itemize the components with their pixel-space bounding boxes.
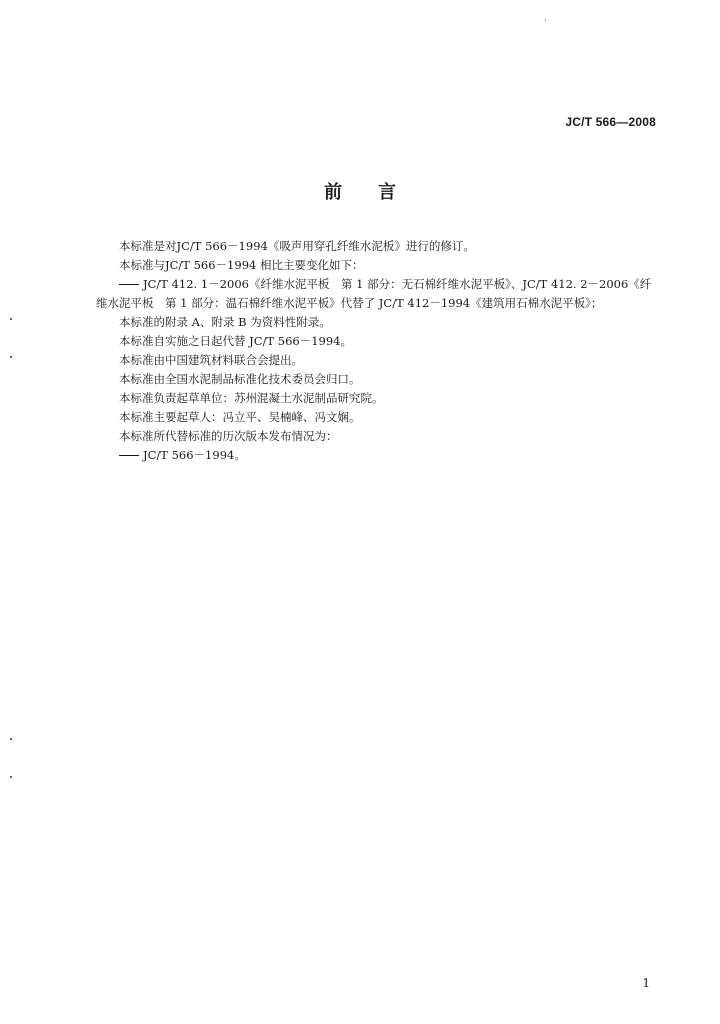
paragraph-revision: 本标准是对JC/T 566－1994《吸声用穿孔纤维水泥板》进行的修订。 <box>119 239 475 253</box>
scan-speck <box>10 356 12 358</box>
page-number: 1 <box>642 976 650 990</box>
scan-speck <box>545 20 546 21</box>
scan-speck <box>10 776 12 778</box>
paragraph-change-item <box>96 275 661 313</box>
history-item-text: JC/T 566－1994。 <box>143 448 246 462</box>
standard-code: JC/T 566—2008 <box>565 115 656 129</box>
paragraph-drafters: 本标准主要起草人：冯立平、吴楠峰、冯文娴。 <box>119 410 361 424</box>
paragraph-appendix: 本标准的附录 A、附录 B 为资料性附录。 <box>119 315 331 329</box>
page-title: 前言 <box>324 182 432 203</box>
paragraph-changes-intro: 本标准与JC/T 566－1994 相比主要变化如下： <box>119 258 364 272</box>
scan-speck <box>10 738 12 740</box>
paragraph-drafting-unit: 本标准负责起草单位：苏州混凝土水泥制品研究院。 <box>119 391 384 405</box>
dash-mark <box>119 455 139 456</box>
scan-speck <box>10 318 12 320</box>
foreword-body <box>96 237 661 465</box>
change-item-text: JC/T 412. 1－2006《纤维水泥平板 第 1 部分：无石棉纤维水泥平板》、JC/T 412. 2－2006《纤维水泥平板 第 1 部分：温石棉纤维水泥平板》代替了 JC/T 412－1994《建筑用石棉水泥平板》； <box>96 277 652 310</box>
paragraph-history-intro: 本标准所代替标准的历次版本发布情况为： <box>119 429 338 443</box>
paragraph-history-item <box>96 446 661 465</box>
dash-mark <box>119 284 139 285</box>
paragraph-proposed-by: 本标准由中国建筑材料联合会提出。 <box>119 353 303 367</box>
paragraph-replaces: 本标准自实施之日起代替 JC/T 566－1994。 <box>119 334 352 348</box>
paragraph-managed-by: 本标准由全国水泥制品标准化技术委员会归口。 <box>119 372 361 386</box>
